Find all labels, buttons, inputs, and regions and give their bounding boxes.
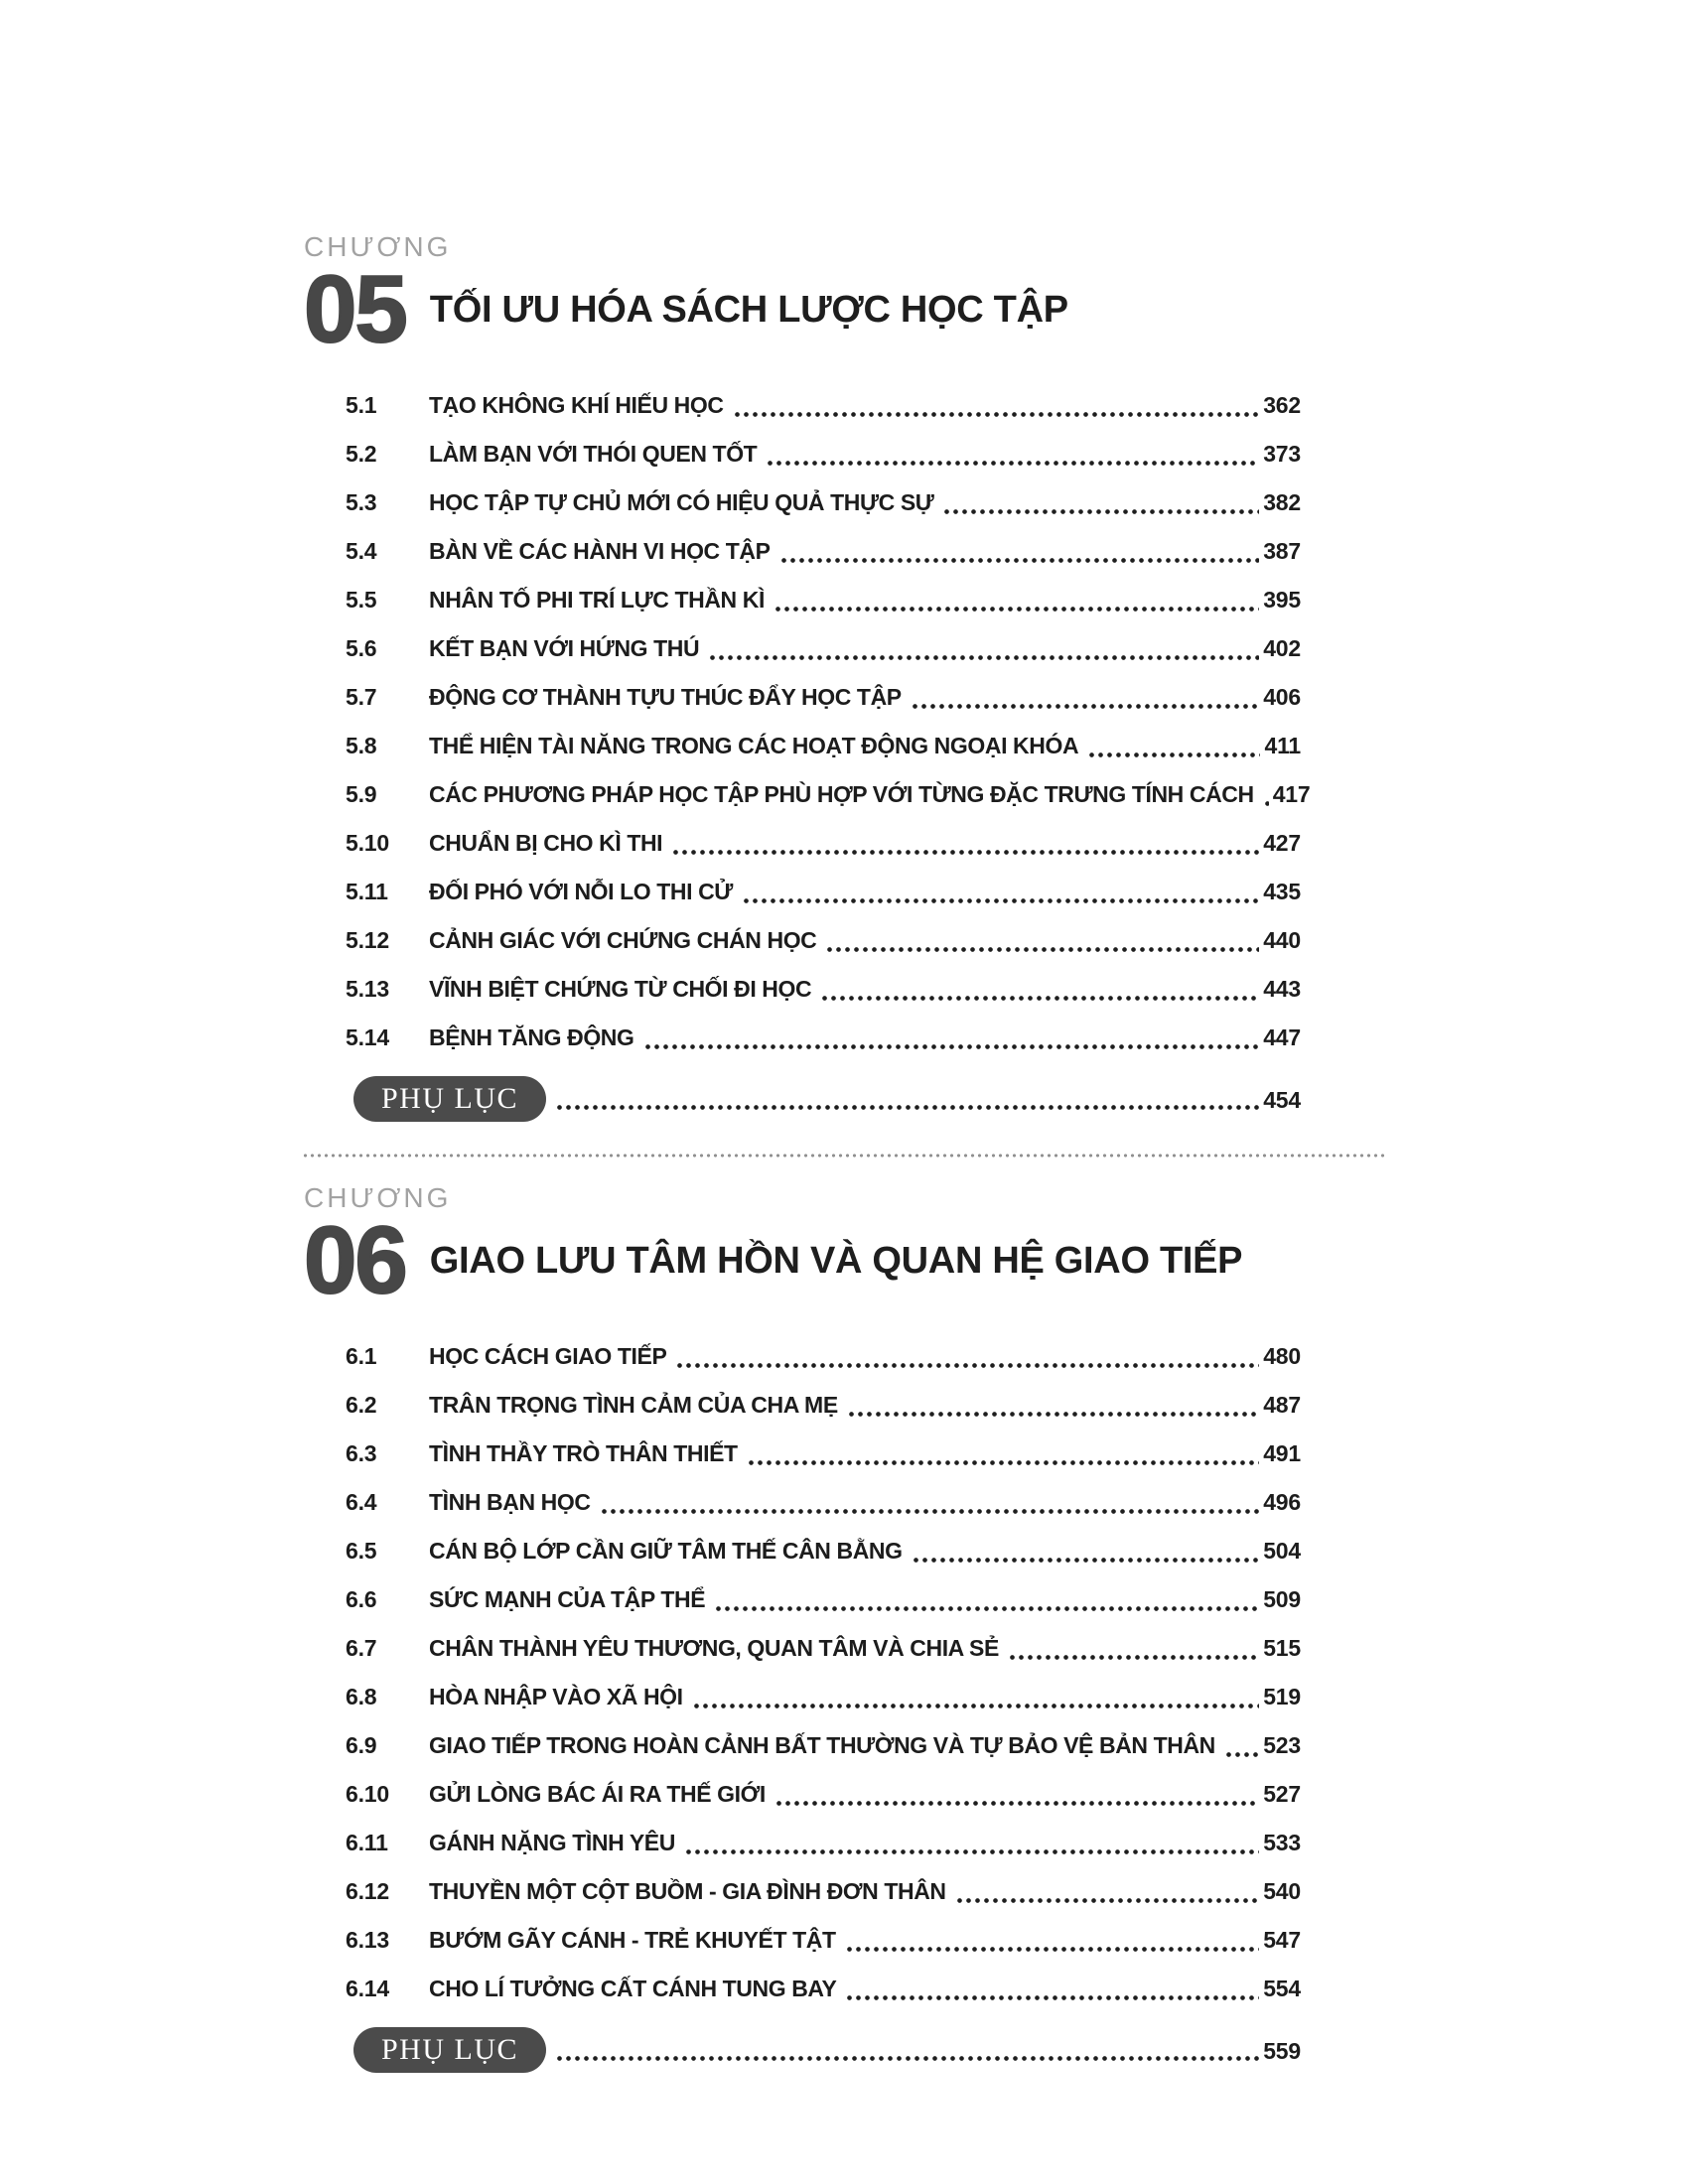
dot-leader [731, 381, 1260, 430]
dot-leader [553, 2027, 1259, 2075]
entry-number: 5.10 [346, 830, 389, 856]
entry-title: GÁNH NẶNG TÌNH YÊU [429, 1830, 675, 1855]
dot-leader [673, 1332, 1259, 1381]
toc-entry-row [304, 1624, 1301, 1673]
entry-page: 402 [1263, 635, 1301, 661]
entry-number: 6.11 [346, 1830, 388, 1855]
entry-title: THỂ HIỆN TÀI NĂNG TRONG CÁC HOẠT ĐỘNG NGOẠI KHÓA [429, 733, 1079, 758]
dot-leader [1222, 1721, 1259, 1770]
entry-page: 417 [1272, 781, 1311, 807]
entry-title: CHO LÍ TƯỞNG CẤT CÁNH TUNG BAY [429, 1976, 837, 2001]
entry-number: 6.4 [346, 1489, 377, 1515]
entry-number: 6.9 [346, 1732, 377, 1758]
entry-title: CÁC PHƯƠNG PHÁP HỌC TẬP PHÙ HỢP VỚI TỪNG ĐẶC TRƯNG TÍNH CÁCH [429, 781, 1254, 807]
entry-number: 5.14 [346, 1024, 389, 1050]
entry-page: 387 [1263, 538, 1301, 564]
chapter-head [304, 256, 1301, 362]
entry-number: 6.5 [346, 1538, 377, 1564]
entry-number: 5.8 [346, 733, 377, 758]
entry-page: 487 [1263, 1392, 1301, 1418]
toc-entry-row [304, 965, 1301, 1014]
entry-title: GIAO TIẾP TRONG HOÀN CẢNH BẤT THƯỜNG VÀ TỰ BẢO VỆ BẢN THÂN [429, 1732, 1215, 1758]
toc-entry-row [304, 1867, 1301, 1916]
entry-number: 6.1 [346, 1343, 377, 1369]
chapter-divider [302, 1154, 1384, 1158]
dot-leader [740, 868, 1259, 916]
entry-page: 509 [1263, 1586, 1301, 1612]
entry-title: BỆNH TĂNG ĐỘNG [429, 1024, 634, 1050]
toc-entry-row [304, 1819, 1301, 1867]
dot-leader [764, 430, 1259, 478]
dot-leader [843, 1916, 1260, 1965]
dot-leader [940, 478, 1259, 527]
entry-page: 427 [1263, 830, 1301, 856]
entry-page: 523 [1263, 1732, 1301, 1758]
entry-number: 5.12 [346, 927, 389, 953]
appendix-badge [353, 2027, 546, 2073]
entry-number: 6.14 [346, 1976, 389, 2001]
dot-leader [641, 1014, 1260, 1062]
entry-number: 6.10 [346, 1781, 389, 1807]
entry-page: 519 [1263, 1684, 1301, 1709]
dot-leader [690, 1673, 1260, 1721]
entry-page: 395 [1263, 587, 1301, 613]
entry-number: 5.11 [346, 879, 388, 904]
chapter-title: TỐI ƯU HÓA SÁCH LƯỢC HỌC TẬP [429, 288, 1068, 331]
dot-leader [682, 1819, 1259, 1867]
entry-page: 515 [1263, 1635, 1301, 1661]
toc-entry-row [304, 1965, 1301, 2013]
toc-entry-row [304, 1332, 1301, 1381]
entry-page: 406 [1263, 684, 1301, 710]
chapter-title: GIAO LƯU TÂM HỒN VÀ QUAN HỆ GIAO TIẾP [429, 1239, 1243, 1282]
entry-page: 547 [1263, 1927, 1301, 1953]
dot-leader [843, 1965, 1259, 2013]
toc-content [304, 230, 1311, 2075]
toc-entry-row [304, 527, 1301, 576]
entry-number: 6.13 [346, 1927, 389, 1953]
appendix-badge [353, 1076, 546, 1122]
entry-title: TRÂN TRỌNG TÌNH CẢM CỦA CHA MẸ [429, 1392, 838, 1418]
appendix-row [304, 2027, 1301, 2075]
toc-entry-row [304, 576, 1301, 624]
toc-entry-row [304, 1527, 1301, 1575]
chapter-number: 05 [304, 256, 406, 362]
entry-number: 5.1 [346, 392, 377, 418]
dot-leader [712, 1575, 1259, 1624]
appendix-row [304, 1076, 1301, 1124]
entry-page: 504 [1263, 1538, 1301, 1564]
dot-leader [909, 673, 1259, 722]
entry-page: 411 [1264, 733, 1301, 758]
entry-title: ĐỐI PHÓ VỚI NỖI LO THI CỬ [429, 879, 733, 904]
entry-page: 496 [1263, 1489, 1301, 1515]
entry-number: 5.4 [346, 538, 377, 564]
appendix-page: 559 [1263, 2038, 1301, 2064]
toc-entry-row [304, 624, 1301, 673]
toc-entry-row [304, 430, 1301, 478]
dot-leader [823, 916, 1259, 965]
chapter-section [304, 230, 1311, 1124]
chapter-head [304, 1207, 1301, 1313]
entry-page: 527 [1263, 1781, 1301, 1807]
entry-title: LÀM BẠN VỚI THÓI QUEN TỐT [429, 441, 758, 467]
dot-leader [1261, 770, 1269, 819]
entry-title: GỬI LÒNG BÁC ÁI RA THẾ GIỚI [429, 1781, 766, 1807]
toc-entry-row [304, 1478, 1301, 1527]
entry-number: 5.6 [346, 635, 377, 661]
entry-title: BÀN VỀ CÁC HÀNH VI HỌC TẬP [429, 538, 771, 564]
toc-entry-row [304, 868, 1301, 916]
entry-title: KẾT BẠN VỚI HỨNG THÚ [429, 635, 700, 661]
toc-entry-row [304, 819, 1301, 868]
entry-page: 480 [1263, 1343, 1301, 1369]
dot-leader [773, 1770, 1259, 1819]
entry-title: BƯỚM GÃY CÁNH - TRẺ KHUYẾT TẬT [429, 1927, 836, 1953]
chapter-label: CHƯƠNG [304, 231, 452, 262]
appendix-page: 454 [1263, 1087, 1301, 1113]
toc-entry-row [304, 1430, 1301, 1478]
entry-number: 6.3 [346, 1440, 377, 1466]
entry-title: HỌC CÁCH GIAO TIẾP [429, 1343, 667, 1369]
entry-page: 533 [1263, 1830, 1301, 1855]
chapter-label: CHƯƠNG [304, 1182, 452, 1213]
dot-leader [772, 576, 1259, 624]
dot-leader [669, 819, 1259, 868]
entry-number: 5.7 [346, 684, 377, 710]
toc-entry-row [304, 1014, 1301, 1062]
entry-title: NHÂN TỐ PHI TRÍ LỰC THẦN KÌ [429, 587, 765, 613]
dot-leader [910, 1527, 1260, 1575]
entry-number: 5.2 [346, 441, 377, 467]
toc-list [304, 1332, 1301, 2013]
toc-entry-row [304, 1721, 1301, 1770]
entry-page: 540 [1263, 1878, 1301, 1904]
entry-page: 435 [1263, 879, 1301, 904]
toc-entry-row [304, 478, 1301, 527]
toc-list [304, 381, 1311, 1062]
toc-entry-row [304, 1916, 1301, 1965]
entry-page: 440 [1263, 927, 1301, 953]
entry-page: 382 [1263, 489, 1301, 515]
entry-title: CÁN BỘ LỚP CẦN GIỮ TÂM THẾ CÂN BẰNG [429, 1538, 903, 1564]
toc-entry-row [304, 1381, 1301, 1430]
entry-page: 373 [1263, 441, 1301, 467]
entry-page: 362 [1263, 392, 1301, 418]
entry-title: TÌNH BẠN HỌC [429, 1489, 591, 1515]
dot-leader [553, 1076, 1259, 1124]
dot-leader [1006, 1624, 1259, 1673]
chapter-number: 06 [304, 1207, 406, 1313]
dot-leader [818, 965, 1259, 1014]
entry-number: 6.12 [346, 1878, 389, 1904]
dot-leader [1085, 722, 1260, 770]
toc-entry-row [304, 1575, 1301, 1624]
chapter-section [304, 1181, 1301, 2075]
toc-entry-row [304, 673, 1301, 722]
toc-entry-row [304, 770, 1311, 819]
entry-title: TẠO KHÔNG KHÍ HIẾU HỌC [429, 392, 724, 418]
entry-title: CẢNH GIÁC VỚI CHỨNG CHÁN HỌC [429, 927, 817, 953]
entry-title: HÒA NHẬP VÀO XÃ HỘI [429, 1684, 683, 1709]
entry-title: SỨC MẠNH CỦA TẬP THỂ [429, 1586, 706, 1612]
dot-leader [953, 1867, 1260, 1916]
entry-number: 5.3 [346, 489, 377, 515]
dot-leader [845, 1381, 1259, 1430]
entry-title: ĐỘNG CƠ THÀNH TỰU THÚC ĐẨY HỌC TẬP [429, 684, 902, 710]
entry-title: CHUẨN BỊ CHO KÌ THI [429, 830, 663, 856]
entry-page: 491 [1263, 1440, 1301, 1466]
dot-leader [706, 624, 1259, 673]
dot-leader [598, 1478, 1260, 1527]
entry-number: 5.5 [346, 587, 377, 613]
entry-number: 6.8 [346, 1684, 377, 1709]
entry-number: 6.7 [346, 1635, 377, 1661]
toc-entry-row [304, 916, 1301, 965]
entry-title: THUYỀN MỘT CỘT BUỒM - GIA ĐÌNH ĐƠN THÂN [429, 1878, 946, 1904]
toc-entry-row [304, 722, 1301, 770]
entry-page: 443 [1263, 976, 1301, 1002]
entry-title: TÌNH THẦY TRÒ THÂN THIẾT [429, 1440, 738, 1466]
dot-leader [777, 527, 1260, 576]
entry-number: 5.9 [346, 781, 377, 807]
entry-page: 554 [1263, 1976, 1301, 2001]
entry-number: 6.6 [346, 1586, 377, 1612]
entry-number: 5.13 [346, 976, 389, 1002]
appendix-badge-label: PHỤ LỤC [381, 2033, 519, 2066]
dot-leader [745, 1430, 1260, 1478]
appendix-badge-label: PHỤ LỤC [381, 1082, 519, 1115]
toc-entry-row [304, 1673, 1301, 1721]
entry-number: 6.2 [346, 1392, 377, 1418]
entry-page: 447 [1263, 1024, 1301, 1050]
entry-title: HỌC TẬP TỰ CHỦ MỚI CÓ HIỆU QUẢ THỰC SỰ [429, 489, 934, 515]
entry-title: CHÂN THÀNH YÊU THƯƠNG, QUAN TÂM VÀ CHIA SẺ [429, 1635, 999, 1661]
toc-entry-row [304, 381, 1301, 430]
toc-entry-row [304, 1770, 1301, 1819]
entry-title: VĨNH BIỆT CHỨNG TỪ CHỐI ĐI HỌC [429, 976, 812, 1002]
